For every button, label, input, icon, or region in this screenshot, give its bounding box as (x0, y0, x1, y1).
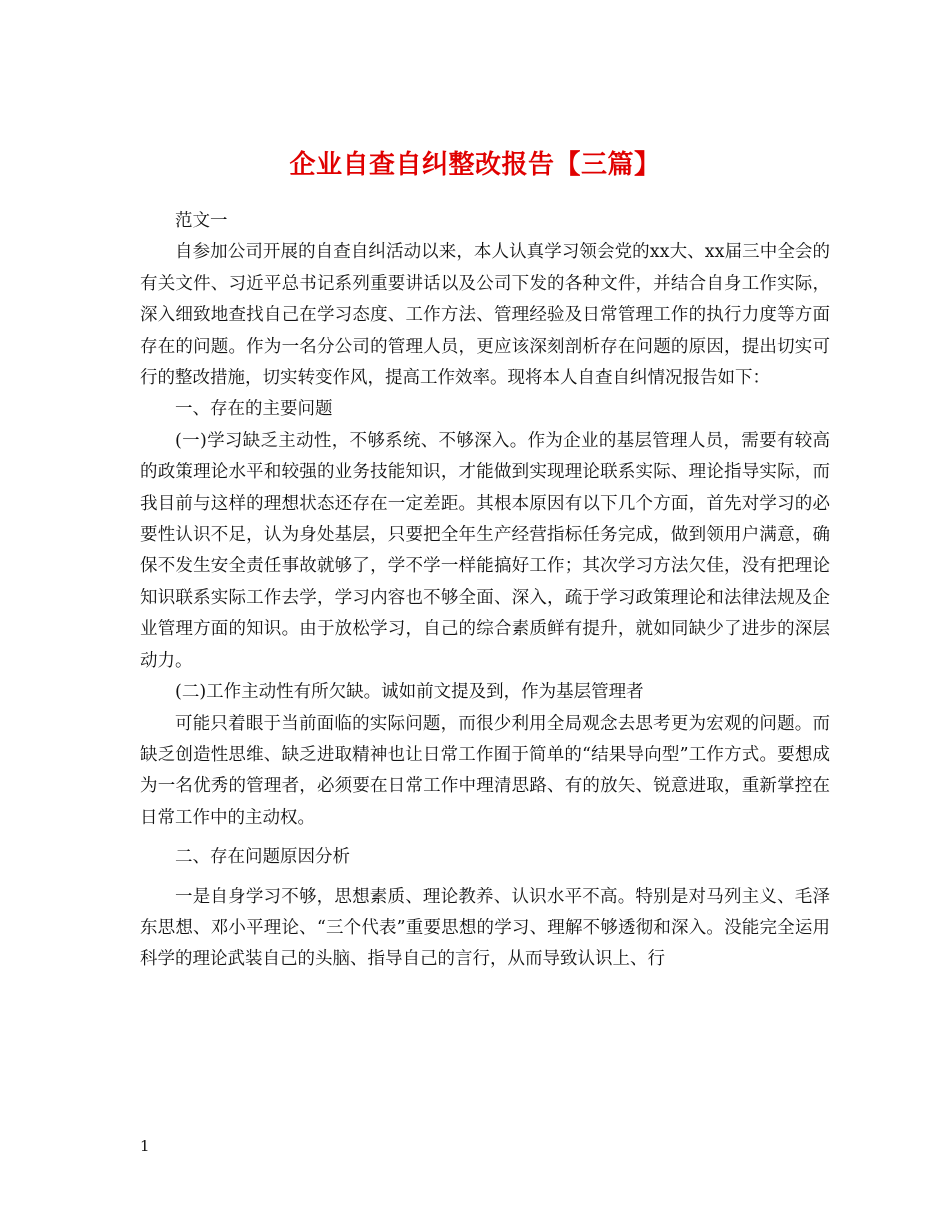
paragraph-problem-1: (一)学习缺乏主动性，不够系统、不够深入。作为企业的基层管理人员，需要有较高的政策理论水平和较强的业务技能知识，才能做到实现理论联系实际、理论指导实际，而我目前与这样的理想状态还存在一定差距。其根本原因有以下几个方面，首先对学习的必要性认识不足，认为身处基层，只要把全年生产经营指标任务完成，做到领用户满意，确保不发生安全责任事故就够了，学不学一样能搞好工作；其次学习方法欠佳，没有把理论知识联系实际工作去学，学习内容也不够全面、深入，疏于学习政策理论和法律法规及企业管理方面的知识。由于放松学习，自己的综合素质鲜有提升，就如同缺少了进步的深层动力。 (140, 430, 830, 671)
paragraph-section-heading-2: 二、存在问题原因分析 (175, 847, 350, 868)
paragraph-cause-1: 一是自身学习不够，思想素质、理论教养、认识水平不高。特别是对马列主义、毛泽东思想、邓小平理论、“三个代表”重要思想的学习、理解不够透彻和深入。没能完全运用科学的理论武装自己的头脑、指导自己的言行，从而导致认识上、行 (140, 886, 830, 970)
document-body (140, 206, 830, 976)
document-title: 企业自查自纠整改报告【三篇】 (289, 150, 661, 181)
paragraph-problem-2: (二)工作主动性有所欠缺。诚如前文提及到，作为基层管理者 (175, 682, 644, 703)
paragraph-intro: 自参加公司开展的自查自纠活动以来，本人认真学习领会党的xx大、xx届三中全会的有关文件、习近平总书记系列重要讲话以及公司下发的各种文件，并结合自身工作实际，深入细致地查找自己在学习态度、工作方法、管理经验及日常管理工作的执行力度等方面存在的问题。作为一名分公司的管理人员，更应该深刻剖析存在问题的原因，提出切实可行的整改措施，切实转变作风，提高工作效率。现将本人自查自纠情况报告如下： (140, 242, 830, 389)
paragraph-section-heading-1: 一、存在的主要问题 (175, 399, 333, 420)
page-number: 1 (140, 1137, 150, 1155)
paragraph-problem-2-continued: 可能只着眼于当前面临的实际问题，而很少利用全局观念去思考更为宏观的问题。而缺乏创造性思维、缺乏进取精神也让日常工作囿于简单的“结果导向型”工作方式。要想成为一名优秀的管理者，必须要在日常工作中理清思路、有的放矢、锐意进取，重新掌控在日常工作中的主动权。 (140, 713, 830, 828)
paragraph-sample-heading: 范文一 (175, 211, 228, 231)
